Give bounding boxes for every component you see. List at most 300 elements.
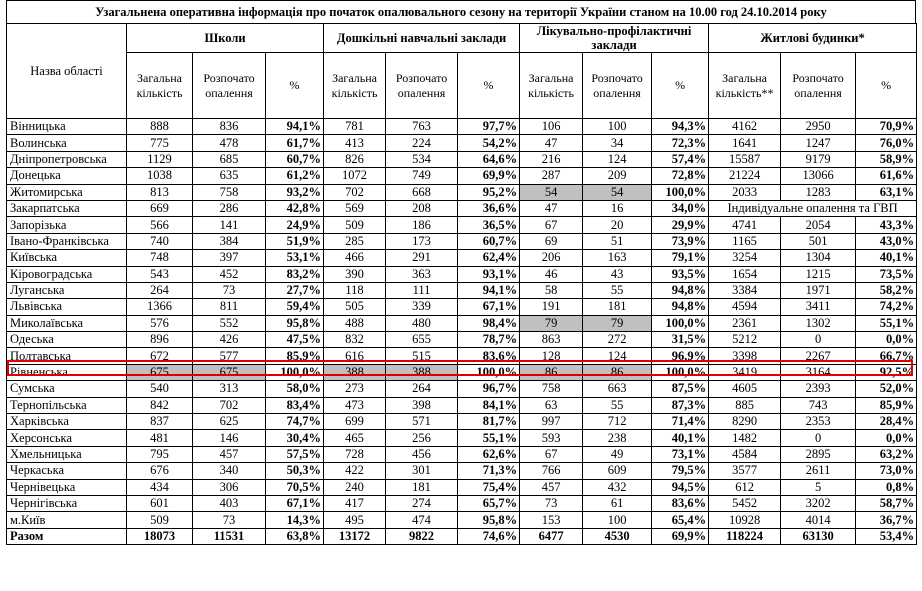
value-cell: 593 [520, 430, 583, 446]
value-cell: 758 [520, 381, 583, 397]
percent-cell: 40,1% [856, 250, 917, 266]
value-cell: 576 [127, 315, 193, 331]
value-cell: 422 [324, 463, 386, 479]
table-row [7, 250, 917, 266]
value-cell: 10928 [709, 512, 781, 528]
region-name: Донецька [7, 168, 127, 184]
value-cell: 100 [583, 119, 652, 135]
value-cell: 488 [324, 315, 386, 331]
region-name: Полтавська [7, 348, 127, 364]
value-cell: 2361 [709, 315, 781, 331]
value-cell: 128 [520, 348, 583, 364]
value-cell: 888 [127, 119, 193, 135]
percent-cell: 87,5% [652, 381, 709, 397]
value-cell: 5452 [709, 495, 781, 511]
percent-cell: 55,1% [856, 315, 917, 331]
value-cell: 67 [520, 446, 583, 462]
percent-cell: 69,9% [458, 168, 520, 184]
percent-cell: 43,3% [856, 217, 917, 233]
percent-cell: 58,0% [266, 381, 324, 397]
region-name: Чернівецька [7, 479, 127, 495]
percent-cell: 71,3% [458, 463, 520, 479]
value-cell: 775 [127, 135, 193, 151]
value-cell: 306 [193, 479, 266, 495]
table-row [7, 364, 917, 380]
value-cell: 1304 [781, 250, 856, 266]
value-cell: 685 [193, 151, 266, 167]
value-cell: 13172 [324, 528, 386, 544]
value-cell: 2353 [781, 414, 856, 430]
value-cell: 86 [520, 364, 583, 380]
value-cell: 1482 [709, 430, 781, 446]
percent-cell: 96,7% [458, 381, 520, 397]
value-cell: 758 [193, 184, 266, 200]
value-cell: 426 [193, 332, 266, 348]
value-cell: 663 [583, 381, 652, 397]
value-cell: 465 [324, 430, 386, 446]
subheader-total: Загальна кількість [127, 53, 193, 119]
value-cell: 73 [193, 282, 266, 298]
percent-cell: 93,5% [652, 266, 709, 282]
value-cell: 2267 [781, 348, 856, 364]
region-name: Кіровоградська [7, 266, 127, 282]
value-cell: 73 [193, 512, 266, 528]
value-cell: 146 [193, 430, 266, 446]
value-cell: 837 [127, 414, 193, 430]
region-name: Запорізька [7, 217, 127, 233]
percent-cell: 65,4% [652, 512, 709, 528]
value-cell: 4605 [709, 381, 781, 397]
percent-cell: 28,4% [856, 414, 917, 430]
value-cell: 256 [386, 430, 458, 446]
percent-cell: 52,0% [856, 381, 917, 397]
percent-cell: 96,9% [652, 348, 709, 364]
header-schools: Школи [127, 24, 324, 53]
value-cell: 100 [583, 512, 652, 528]
percent-cell: 64,6% [458, 151, 520, 167]
value-cell: 124 [583, 348, 652, 364]
value-cell: 457 [520, 479, 583, 495]
percent-cell: 70,9% [856, 119, 917, 135]
percent-cell: 50,3% [266, 463, 324, 479]
percent-cell: 54,2% [458, 135, 520, 151]
value-cell: 13066 [781, 168, 856, 184]
value-cell: 390 [324, 266, 386, 282]
value-cell: 11531 [193, 528, 266, 544]
value-cell: 34 [583, 135, 652, 151]
value-cell: 473 [324, 397, 386, 413]
value-cell: 264 [386, 381, 458, 397]
value-cell: 397 [193, 250, 266, 266]
value-cell: 9822 [386, 528, 458, 544]
value-cell: 1641 [709, 135, 781, 151]
table-row [7, 299, 917, 315]
value-cell: 216 [520, 151, 583, 167]
percent-cell: 36,7% [856, 512, 917, 528]
header-medical: Лікувально-профілактичні заклади [520, 24, 709, 53]
value-cell: 474 [386, 512, 458, 528]
percent-cell: 83,6% [652, 495, 709, 511]
percent-cell: 63,2% [856, 446, 917, 462]
value-cell: 8290 [709, 414, 781, 430]
value-cell: 384 [193, 233, 266, 249]
value-cell: 20 [583, 217, 652, 233]
percent-cell: 43,0% [856, 233, 917, 249]
region-name: Волинська [7, 135, 127, 151]
value-cell: 5212 [709, 332, 781, 348]
value-cell: 813 [127, 184, 193, 200]
value-cell: 540 [127, 381, 193, 397]
value-cell: 836 [193, 119, 266, 135]
value-cell: 51 [583, 233, 652, 249]
percent-cell: 30,4% [266, 430, 324, 446]
value-cell: 209 [583, 168, 652, 184]
percent-cell: 14,3% [266, 512, 324, 528]
value-cell: 63130 [781, 528, 856, 544]
percent-cell: 100,0% [266, 364, 324, 380]
percent-cell: 95,2% [458, 184, 520, 200]
percent-cell: 76,0% [856, 135, 917, 151]
percent-cell: 72,3% [652, 135, 709, 151]
value-cell: 766 [520, 463, 583, 479]
value-cell: 3577 [709, 463, 781, 479]
percent-cell: 83,2% [266, 266, 324, 282]
value-cell: 173 [386, 233, 458, 249]
percent-cell: 61,7% [266, 135, 324, 151]
percent-cell: 81,7% [458, 414, 520, 430]
value-cell: 842 [127, 397, 193, 413]
percent-cell: 70,5% [266, 479, 324, 495]
percent-cell: 36,5% [458, 217, 520, 233]
subheader-pct: % [458, 53, 520, 119]
percent-cell: 29,9% [652, 217, 709, 233]
value-cell: 18073 [127, 528, 193, 544]
percent-cell: 0,0% [856, 430, 917, 446]
value-cell: 301 [386, 463, 458, 479]
value-cell: 509 [324, 217, 386, 233]
percent-cell: 61,6% [856, 168, 917, 184]
value-cell: 1215 [781, 266, 856, 282]
value-cell: 495 [324, 512, 386, 528]
value-cell: 272 [583, 332, 652, 348]
region-name: Рівненська [7, 364, 127, 380]
value-cell: 481 [127, 430, 193, 446]
percent-cell: 100,0% [652, 315, 709, 331]
value-cell: 47 [520, 135, 583, 151]
value-cell: 118224 [709, 528, 781, 544]
total-label: Разом [7, 528, 127, 544]
percent-cell: 24,9% [266, 217, 324, 233]
value-cell: 339 [386, 299, 458, 315]
percent-cell: 55,1% [458, 430, 520, 446]
subheader-total: Загальна кількість [324, 53, 386, 119]
percent-cell: 27,7% [266, 282, 324, 298]
value-cell: 543 [127, 266, 193, 282]
value-cell: 466 [324, 250, 386, 266]
value-cell: 781 [324, 119, 386, 135]
value-cell: 699 [324, 414, 386, 430]
value-cell: 826 [324, 151, 386, 167]
table-title: Узагальнена оперативна інформація про початок опалювального сезону на території України станом на 10.00 год 24.10.2014 року [6, 0, 916, 23]
value-cell: 1971 [781, 282, 856, 298]
table-row [7, 151, 917, 167]
table-row [7, 200, 917, 216]
value-cell: 191 [520, 299, 583, 315]
value-cell: 601 [127, 495, 193, 511]
percent-cell: 85,9% [266, 348, 324, 364]
value-cell: 55 [583, 282, 652, 298]
region-name: Івано-Франківська [7, 233, 127, 249]
table-row [7, 135, 917, 151]
table-row [7, 414, 917, 430]
subheader-started: Розпочато опалення [193, 53, 266, 119]
percent-cell: 53,4% [856, 528, 917, 544]
percent-cell: 34,0% [652, 200, 709, 216]
subheader-started: Розпочато опалення [386, 53, 458, 119]
value-cell: 1165 [709, 233, 781, 249]
percent-cell: 73,0% [856, 463, 917, 479]
value-cell: 15587 [709, 151, 781, 167]
value-cell: 118 [324, 282, 386, 298]
value-cell: 612 [709, 479, 781, 495]
value-cell: 6477 [520, 528, 583, 544]
value-cell: 669 [127, 200, 193, 216]
table-row [7, 479, 917, 495]
value-cell: 73 [520, 495, 583, 511]
value-cell: 534 [386, 151, 458, 167]
percent-cell: 100,0% [652, 364, 709, 380]
percent-cell: 66,7% [856, 348, 917, 364]
table-row [7, 332, 917, 348]
region-name: Черкаська [7, 463, 127, 479]
percent-cell: 67,1% [458, 299, 520, 315]
value-cell: 291 [386, 250, 458, 266]
percent-cell: 98,4% [458, 315, 520, 331]
value-cell: 635 [193, 168, 266, 184]
value-cell: 238 [583, 430, 652, 446]
percent-cell: 95,8% [266, 315, 324, 331]
value-cell: 413 [324, 135, 386, 151]
value-cell: 675 [127, 364, 193, 380]
value-cell: 3384 [709, 282, 781, 298]
percent-cell: 58,9% [856, 151, 917, 167]
region-name: Луганська [7, 282, 127, 298]
value-cell: 3411 [781, 299, 856, 315]
value-cell: 69 [520, 233, 583, 249]
value-cell: 46 [520, 266, 583, 282]
percent-cell: 75,4% [458, 479, 520, 495]
subheader-total-housing: Загальна кількість** [709, 53, 781, 119]
percent-cell: 85,9% [856, 397, 917, 413]
percent-cell: 73,9% [652, 233, 709, 249]
percent-cell: 65,7% [458, 495, 520, 511]
percent-cell: 93,2% [266, 184, 324, 200]
percent-cell: 84,1% [458, 397, 520, 413]
value-cell: 67 [520, 217, 583, 233]
percent-cell: 72,8% [652, 168, 709, 184]
value-cell: 2033 [709, 184, 781, 200]
region-name: Львівська [7, 299, 127, 315]
value-cell: 3164 [781, 364, 856, 380]
value-cell: 4014 [781, 512, 856, 528]
table-row [7, 266, 917, 282]
value-cell: 63 [520, 397, 583, 413]
value-cell: 163 [583, 250, 652, 266]
value-cell: 224 [386, 135, 458, 151]
value-cell: 2054 [781, 217, 856, 233]
region-name: Київська [7, 250, 127, 266]
percent-cell: 53,1% [266, 250, 324, 266]
value-cell: 728 [324, 446, 386, 462]
value-cell: 363 [386, 266, 458, 282]
value-cell: 313 [193, 381, 266, 397]
value-cell: 153 [520, 512, 583, 528]
region-name: Сумська [7, 381, 127, 397]
total-row [7, 528, 917, 544]
percent-cell: 58,7% [856, 495, 917, 511]
percent-cell: 100,0% [652, 184, 709, 200]
value-cell: 885 [709, 397, 781, 413]
value-cell: 552 [193, 315, 266, 331]
value-cell: 832 [324, 332, 386, 348]
percent-cell: 87,3% [652, 397, 709, 413]
value-cell: 749 [386, 168, 458, 184]
value-cell: 124 [583, 151, 652, 167]
value-cell: 566 [127, 217, 193, 233]
value-cell: 505 [324, 299, 386, 315]
value-cell: 1247 [781, 135, 856, 151]
value-cell: 43 [583, 266, 652, 282]
value-cell: 434 [127, 479, 193, 495]
value-cell: 4530 [583, 528, 652, 544]
percent-cell: 94,8% [652, 299, 709, 315]
percent-cell: 94,1% [458, 282, 520, 298]
value-cell: 287 [520, 168, 583, 184]
value-cell: 86 [583, 364, 652, 380]
value-cell: 616 [324, 348, 386, 364]
value-cell: 478 [193, 135, 266, 151]
percent-cell: 94,3% [652, 119, 709, 135]
table-row [7, 397, 917, 413]
value-cell: 388 [324, 364, 386, 380]
subheader-pct: % [856, 53, 917, 119]
value-cell: 340 [193, 463, 266, 479]
percent-cell: 62,6% [458, 446, 520, 462]
table-row [7, 119, 917, 135]
value-cell: 1129 [127, 151, 193, 167]
header-preschools: Дошкільні навчальні заклади [324, 24, 520, 53]
value-cell: 763 [386, 119, 458, 135]
region-name: Херсонська [7, 430, 127, 446]
percent-cell: 79,1% [652, 250, 709, 266]
value-cell: 480 [386, 315, 458, 331]
value-cell: 4741 [709, 217, 781, 233]
header-region: Назва області [7, 24, 127, 119]
table-row [7, 217, 917, 233]
value-cell: 417 [324, 495, 386, 511]
value-cell: 501 [781, 233, 856, 249]
percent-cell: 69,9% [652, 528, 709, 544]
percent-cell: 59,4% [266, 299, 324, 315]
value-cell: 1072 [324, 168, 386, 184]
value-cell: 9179 [781, 151, 856, 167]
percent-cell: 97,7% [458, 119, 520, 135]
value-cell: 58 [520, 282, 583, 298]
percent-cell: 58,2% [856, 282, 917, 298]
value-cell: 1366 [127, 299, 193, 315]
value-cell: 457 [193, 446, 266, 462]
value-cell: 21224 [709, 168, 781, 184]
value-cell: 54 [520, 184, 583, 200]
table-row [7, 463, 917, 479]
percent-cell: 63,8% [266, 528, 324, 544]
table-row [7, 282, 917, 298]
region-name: Тернопільська [7, 397, 127, 413]
percent-cell: 42,8% [266, 200, 324, 216]
percent-cell: 73,1% [652, 446, 709, 462]
header-housing: Житлові будинки* [709, 24, 917, 53]
value-cell: 61 [583, 495, 652, 511]
value-cell: 4162 [709, 119, 781, 135]
region-name: Житомирська [7, 184, 127, 200]
value-cell: 47 [520, 200, 583, 216]
value-cell: 181 [583, 299, 652, 315]
subheader-pct: % [652, 53, 709, 119]
region-name: Одеська [7, 332, 127, 348]
percent-cell: 60,7% [458, 233, 520, 249]
value-cell: 206 [520, 250, 583, 266]
percent-cell: 0,8% [856, 479, 917, 495]
percent-cell: 57,5% [266, 446, 324, 462]
value-cell: 712 [583, 414, 652, 430]
heating-table [6, 23, 917, 545]
value-cell: 3202 [781, 495, 856, 511]
value-cell: 655 [386, 332, 458, 348]
percent-cell: 100,0% [458, 364, 520, 380]
value-cell: 16 [583, 200, 652, 216]
value-cell: 54 [583, 184, 652, 200]
percent-cell: 74,6% [458, 528, 520, 544]
value-cell: 0 [781, 430, 856, 446]
value-cell: 3398 [709, 348, 781, 364]
subheader-pct: % [266, 53, 324, 119]
value-cell: 398 [386, 397, 458, 413]
value-cell: 748 [127, 250, 193, 266]
percent-cell: 83,6% [458, 348, 520, 364]
value-cell: 1283 [781, 184, 856, 200]
value-cell: 5 [781, 479, 856, 495]
region-name: Миколаївська [7, 315, 127, 331]
value-cell: 106 [520, 119, 583, 135]
percent-cell: 74,7% [266, 414, 324, 430]
region-name: Хмельницька [7, 446, 127, 462]
region-name: Дніпропетровська [7, 151, 127, 167]
percent-cell: 62,4% [458, 250, 520, 266]
value-cell: 388 [386, 364, 458, 380]
value-cell: 2950 [781, 119, 856, 135]
value-cell: 675 [193, 364, 266, 380]
table-row [7, 348, 917, 364]
region-name: Закарпатська [7, 200, 127, 216]
value-cell: 273 [324, 381, 386, 397]
percent-cell: 40,1% [652, 430, 709, 446]
percent-cell: 47,5% [266, 332, 324, 348]
table-row [7, 381, 917, 397]
value-cell: 274 [386, 495, 458, 511]
percent-cell: 51,9% [266, 233, 324, 249]
value-cell: 571 [386, 414, 458, 430]
table-row [7, 512, 917, 528]
